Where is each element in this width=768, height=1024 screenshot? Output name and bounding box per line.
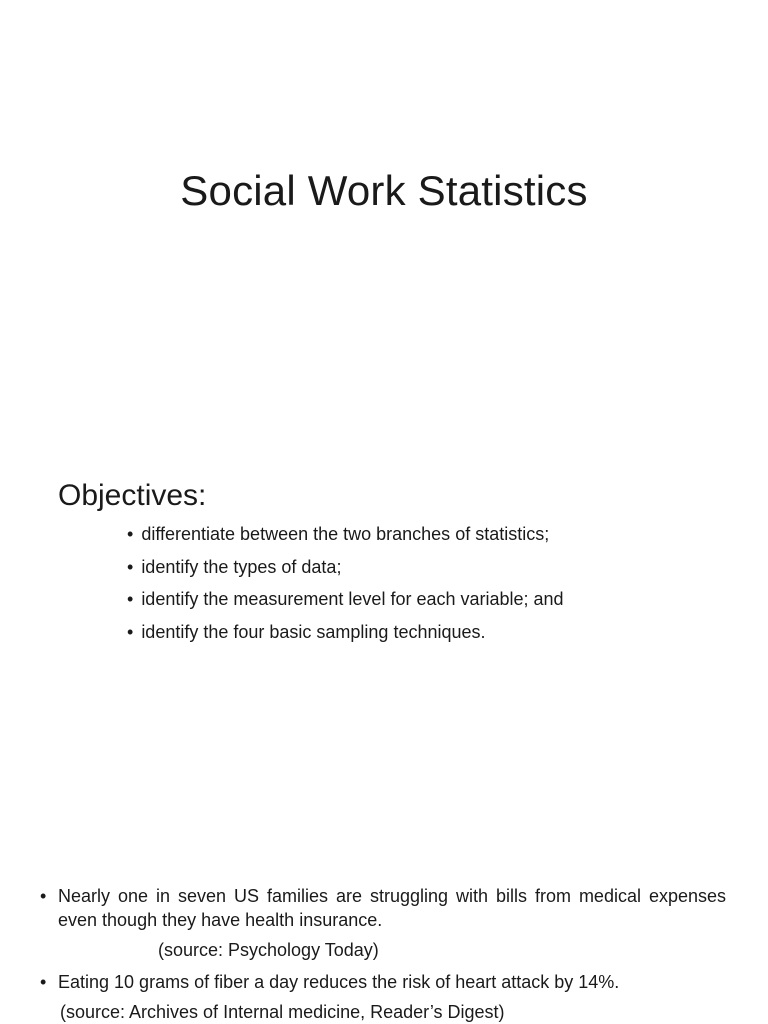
list-item-text: identify the types of data; <box>141 556 342 577</box>
bullet-glyph: • <box>127 589 134 609</box>
list-item-text: identify the measurement level for each variable; and <box>141 589 564 609</box>
fact-item <box>40 970 726 994</box>
list-item-text: identify the four basic sampling techniques. <box>141 621 486 642</box>
list-item-text: differentiate between the two branches of statistics; <box>141 524 550 544</box>
list-item <box>127 616 564 649</box>
fact-source: (source: Psychology Today) <box>158 940 379 960</box>
bullet-glyph: • <box>127 524 134 544</box>
facts-list <box>40 884 726 1024</box>
fact-text: Nearly one in seven US families are struggling with bills from medical expenses even though they have health insurance. <box>58 886 726 930</box>
objectives-list <box>127 518 564 648</box>
objectives-heading: Objectives: <box>58 479 207 512</box>
objectives-slide <box>0 432 768 864</box>
fact-text: Eating 10 grams of fiber a day reduces the risk of heart attack by 14%. <box>58 972 620 992</box>
fact-item <box>40 884 726 932</box>
bullet-glyph: • <box>127 556 134 577</box>
bullet-glyph: • <box>127 621 134 642</box>
list-item <box>127 583 564 616</box>
fact-source: (source: Archives of Internal medicine, Reader’s Digest) <box>60 1002 505 1022</box>
title-slide <box>0 0 768 432</box>
bullet-glyph: • <box>40 886 47 906</box>
facts-slide <box>0 864 768 1024</box>
list-item <box>127 518 564 551</box>
list-item <box>127 551 564 584</box>
bullet-glyph: • <box>40 972 47 992</box>
slide-title: Social Work Statistics <box>180 167 588 214</box>
